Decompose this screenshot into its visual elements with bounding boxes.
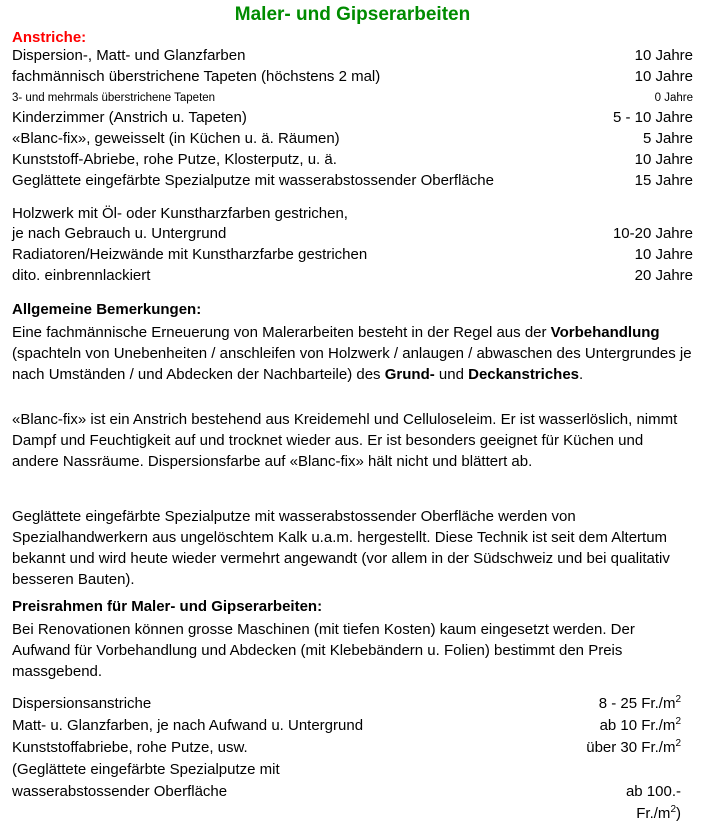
- table-row: [12, 129, 693, 150]
- table-row: [12, 88, 693, 109]
- page-title: Maler- und Gipserarbeiten: [234, 4, 471, 25]
- bold-text-segment: Grund-: [384, 365, 435, 383]
- row-label: Kunststoff-Abriebe, rohe Putze, Klosterputz, u. ä.: [12, 150, 337, 168]
- row-label: dito. einbrennlackiert: [12, 266, 151, 284]
- row-value: 0 Jahre: [654, 91, 693, 104]
- row-spacer: [12, 192, 693, 204]
- table-row: [12, 693, 693, 715]
- row-label: Radiatoren/Heizwände mit Kunstharzfarbe gestrichen: [12, 246, 368, 264]
- table-row: [12, 759, 693, 781]
- row-value: 8 - 25 $Fr./m^2$: [598, 693, 681, 712]
- bemerkungen-paragraph-2: «Blanc-fix» ist ein Anstrich bestehend aus Kreidemehl und Celluloseleim. Er ist wasserlöslich, nimmt Dampf und Feuchtigkeit auf und trocknet wieder aus. Er ist besonders geeignet für Küchen und andere Nassräume. Dispersionsfarbe auf «Blanc-fix» hält nicht und blättert ab.: [12, 410, 678, 470]
- preisrahmen-heading: Preisrahmen für Maler- und Gipserarbeiten:: [12, 597, 323, 615]
- row-label: Dispersion-, Matt- und Glanzfarben: [12, 47, 246, 64]
- table-row: [12, 266, 693, 287]
- table-row: [12, 245, 693, 266]
- row-value: 10-20 Jahre: [612, 225, 693, 243]
- row-value: ab 100.-: [625, 782, 681, 800]
- row-label: Matt- u. Glanzfarben, je nach Aufwand u. Untergrund: [12, 716, 364, 734]
- row-value: 10 Jahre: [634, 246, 693, 264]
- row-value: 5 Jahre: [642, 130, 693, 148]
- text-segment: .: [579, 365, 584, 383]
- row-value: ab 10 $Fr./m^2$: [599, 715, 681, 734]
- table-row: [12, 737, 693, 759]
- row-label: «Blanc-fix», geweisselt (in Küchen u. ä. Räumen): [12, 130, 340, 148]
- row-value: 10 Jahre: [634, 67, 693, 85]
- row-label: Holzwerk mit Öl- oder Kunstharzfarben gestrichen,: [12, 204, 348, 222]
- preis-table: [12, 693, 693, 825]
- row-label: fachmännisch überstrichene Tapeten (höchstens 2 mal): [12, 67, 381, 85]
- preisrahmen-intro: Bei Renovationen können grosse Maschinen (mit tiefen Kosten) kaum eingesetzt werden. Der Aufwand für Vorbehandlung und Abdecken (mit Klebebändern u. Folien) bestimmt den Preis massgebend.: [12, 620, 635, 680]
- row-value: über 30 $Fr./m^2$: [586, 737, 681, 756]
- table-row: [12, 715, 693, 737]
- table-row: [12, 67, 693, 88]
- table-row: [12, 224, 693, 245]
- row-value: 20 Jahre: [634, 266, 693, 284]
- row-value: 10 Jahre: [634, 47, 693, 64]
- bold-text-segment: Vorbehandlung: [550, 323, 660, 341]
- anstriche-heading: Anstriche:: [12, 29, 87, 46]
- row-label: wasserabstossender Oberfläche: [12, 782, 228, 800]
- bemerkungen-heading: Allgemeine Bemerkungen:: [12, 300, 202, 318]
- row-label: Geglättete eingefärbte Spezialputze mit wasserabstossender Oberfläche: [12, 171, 494, 189]
- bemerkungen-paragraph-3: Geglättete eingefärbte Spezialputze mit wasserabstossender Oberfläche werden von Spezialhandwerkern aus ungelöschtem Kalk u.a.m. hergestellt. Diese Technik ist seit dem Altertum bekannt und wird heute wieder vermehrt angewandt (vor allem in der Südschweiz und bei qualitativ besseren Bauten).: [12, 507, 670, 588]
- text-segment: und: [434, 365, 469, 383]
- table-row: [12, 46, 693, 67]
- anstriche-table: [12, 46, 693, 287]
- row-value: 15 Jahre: [634, 171, 693, 189]
- row-label: (Geglättete eingefärbte Spezialputze mit: [12, 760, 280, 778]
- bold-text-segment: Deckanstriches: [468, 365, 580, 383]
- row-label: Kinderzimmer (Anstrich u. Tapeten): [12, 109, 247, 127]
- table-row: [12, 803, 693, 825]
- table-row: [12, 171, 693, 192]
- row-label: Dispersionsanstriche: [12, 694, 152, 712]
- table-row: [12, 781, 693, 803]
- row-value: 5 - 10 Jahre: [612, 109, 693, 127]
- row-label: je nach Gebrauch u. Untergrund: [12, 225, 227, 243]
- table-row: [12, 150, 693, 171]
- bemerkungen-paragraph-1: [12, 322, 693, 385]
- table-row: [12, 108, 693, 129]
- table-row: [12, 204, 693, 225]
- text-segment: (spachteln von Unebenheiten / anschleifen von Holzwerk / anlaugen / abwaschen des Untergrundes je nach Umständen / und Abdecken der Nachbarteile) des: [12, 344, 692, 383]
- row-value: $Fr./m^2$): [636, 803, 681, 822]
- row-label: 3- und mehrmals überstrichene Tapeten: [12, 91, 216, 104]
- row-label: Kunststoffabriebe, rohe Putze, usw.: [12, 738, 248, 756]
- text-segment: Eine fachmännische Erneuerung von Malerarbeiten besteht in der Regel aus der: [12, 323, 551, 341]
- row-value: 10 Jahre: [634, 150, 693, 168]
